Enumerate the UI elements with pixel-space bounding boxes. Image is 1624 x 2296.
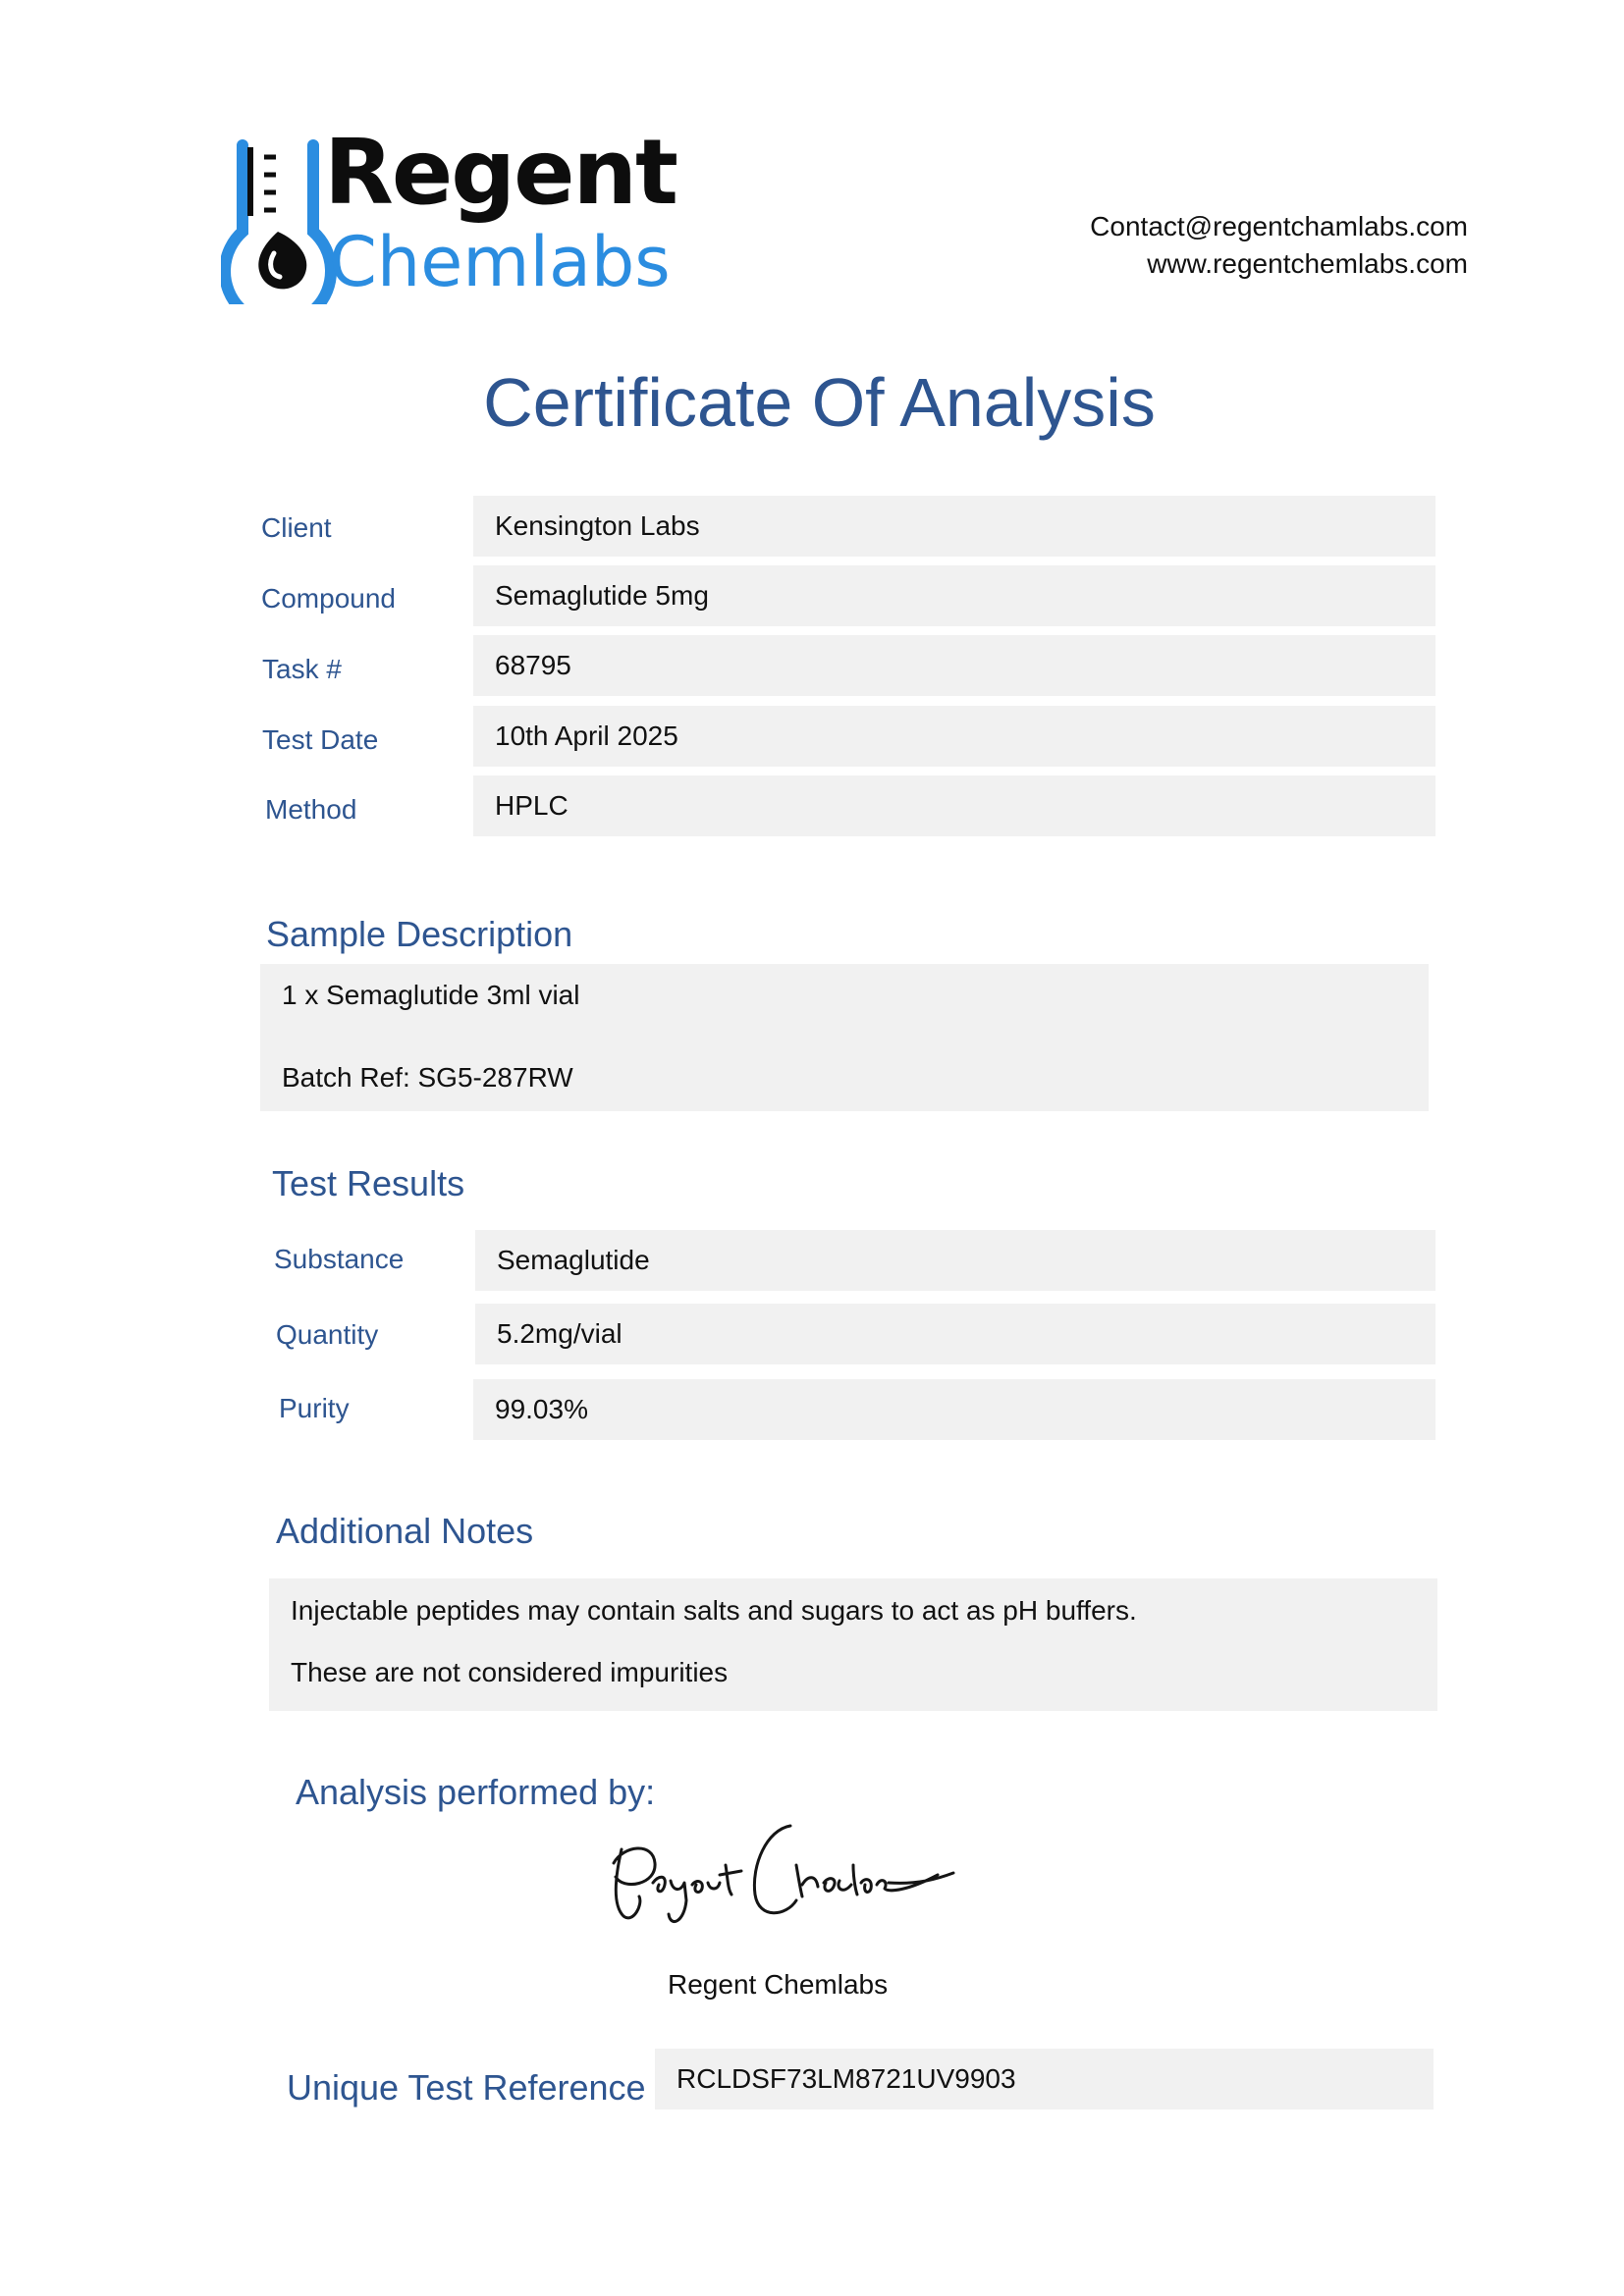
- quantity-value: 5.2mg/vial: [475, 1304, 1435, 1364]
- substance-label: Substance: [274, 1244, 405, 1274]
- sample-description-box: [260, 964, 1429, 1111]
- compound-value: Semaglutide 5mg: [473, 565, 1435, 626]
- client-label: Client: [261, 512, 332, 543]
- contact-email[interactable]: Contact@regentchamlabs.com: [1090, 211, 1468, 241]
- test-date-label: Test Date: [262, 724, 379, 755]
- method-value: HPLC: [473, 775, 1435, 836]
- additional-notes-box: [269, 1578, 1437, 1711]
- contact-website[interactable]: www.regentchemlabs.com: [1147, 248, 1468, 279]
- purity-label: Purity: [279, 1393, 350, 1423]
- notes-line: These are not considered impurities: [291, 1657, 729, 1687]
- flask-logo-icon: [225, 145, 331, 304]
- contact-block: [1090, 208, 1468, 283]
- signatory-name: Regent Chemlabs: [668, 1969, 889, 2000]
- quantity-label: Quantity: [276, 1319, 379, 1350]
- additional-notes-heading: Additional Notes: [276, 1511, 534, 1551]
- purity-value: 99.03%: [473, 1379, 1435, 1440]
- task-number-value: 68795: [473, 635, 1435, 696]
- compound-label: Compound: [261, 583, 396, 614]
- document-title: Certificate Of Analysis: [483, 364, 1156, 441]
- notes-line: Injectable peptides may contain salts and sugars to act as pH buffers.: [291, 1595, 1137, 1626]
- analysis-performed-heading: Analysis performed by:: [296, 1772, 656, 1812]
- substance-value: Semaglutide: [475, 1230, 1435, 1291]
- batch-ref: Batch Ref: SG5-287RW: [282, 1062, 573, 1093]
- sample-description-line: 1 x Semaglutide 3ml vial: [282, 980, 580, 1010]
- test-results-heading: Test Results: [272, 1163, 465, 1203]
- unique-test-reference-label: Unique Test Reference: [287, 2067, 646, 2108]
- sample-description-heading: Sample Description: [266, 914, 573, 954]
- logo-word-regent: Regent: [324, 120, 677, 225]
- method-label: Method: [265, 794, 357, 825]
- logo-word-chemlabs: Chemlabs: [329, 222, 671, 302]
- handwritten-signature: [594, 1806, 957, 1953]
- client-value: Kensington Labs: [473, 496, 1435, 557]
- unique-test-reference-value: RCLDSF73LM8721UV9903: [655, 2049, 1434, 2109]
- test-date-value: 10th April 2025: [473, 706, 1435, 767]
- task-number-label: Task #: [262, 654, 342, 684]
